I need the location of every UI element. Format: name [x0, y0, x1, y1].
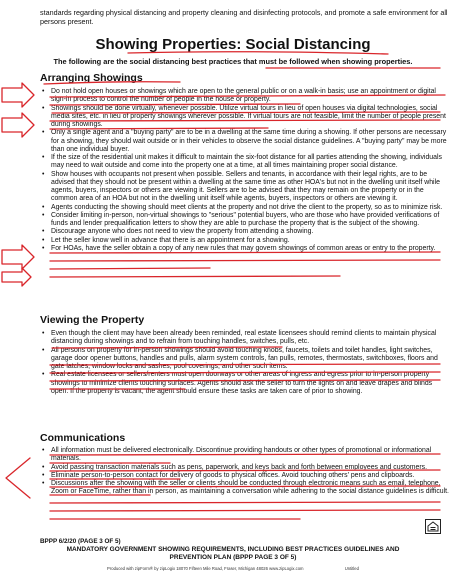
- arrow-icon: [2, 245, 34, 269]
- arranging-showings-list: [40, 88, 450, 253]
- list-item: • Discourage anyone who does not need to view the property from attending a showing.: [40, 228, 450, 236]
- arrow-chevron-icon: [6, 458, 30, 498]
- footer-line-1: MANDATORY GOVERNMENT SHOWING REQUIREMENTS, INCLUDING BEST PRACTICES GUIDELINES AND: [66, 546, 400, 553]
- communications-list: [40, 447, 450, 497]
- list-item: • Discussions after the showing with the seller or clients should be conducted through electronic means such as email, telephone, Zoom or FaceTime, rather than in person, as maintaining a conversation while adhering to the social distance guidelines is difficult.: [40, 480, 450, 497]
- list-item: • If the size of the residential unit makes it difficult to maintain the six-foot distance for all parties attending the showing, individuals may need to wait outside and come into the property one at a time, at all times maintaining proper social distance.: [40, 154, 450, 171]
- arrow-icon: [2, 83, 34, 107]
- untitled-label: Untitled: [344, 566, 359, 571]
- page-title: Showing Properties: Social Distancing: [95, 36, 371, 53]
- page-code: BPPP 6/2/20 (PAGE 3 OF 5): [40, 538, 121, 545]
- arrow-icon: [2, 268, 31, 286]
- equal-housing-icon: [425, 519, 441, 534]
- section-heading-arranging-showings: Arranging Showings: [40, 72, 143, 84]
- list-item: • All persons on property for in-person showings should avoid touching knobs, faucets, toilets and toilet handles, light switches, garage door opener buttons, handles and pulls, alarm system controls, fan pulls, remotes, thermostats, switchboxes, floors and gate latches, window locks and sashes, pool coverings, and other such items.: [40, 347, 450, 372]
- footer-producer: [0, 566, 466, 571]
- list-item: • Eliminate person-to-person contact for delivery of goods to physical offices. Avoid touching others' pens and clipboards.: [40, 472, 450, 480]
- list-item: • Avoid passing transaction materials such as pens, paperwork, and keys back and forth between employees and customers.: [40, 464, 450, 472]
- list-item: • Consider limiting in-person, non-virtual showings to "serious" potential buyers, who are those who have provided verifications of funds and lender prequalification letters to show they are able to purchase the property that is the subject of the showing.: [40, 212, 450, 229]
- section-heading-communications: Communications: [40, 432, 126, 444]
- list-item: • Showings should be done virtually, whenever possible. Utilize virtual tours in lieu of open houses via digital technologies, social media sites, etc. in lieu of property showings wherever possible. If virtual tours are not feasible, limit the number of people present during showings.: [40, 105, 450, 130]
- list-item: • Do not hold open houses or showings which are open to the general public or on a walk-in basis; use an appointment or digital sign-in process to control the number of people in the house or property.: [40, 88, 450, 105]
- list-item: • Show houses with occupants not present when possible. Sellers and tenants, in accordance with their legal rights, are to be advised that they should not be present within a dwelling at the same time as other HOA's but not in the dwelling unit itself while agents, buyers, inspectors or others are viewing it. Sellers are to be advised that they may remain on the property or in the common area of an HOA but not in the dwelling unit itself while agents, buyers, inspectors or others are viewing it.: [40, 171, 450, 204]
- list-item: • Let the seller know well in advance that there is an appointment for a showing.: [40, 237, 450, 245]
- list-item: • Agents conducting the showing should meet clients at the property and not drive the client to the property, so as to minimize risk.: [40, 204, 450, 212]
- producer-text: Produced with zipForm® by zipLogix 18070 Fifteen Mile Road, Fraser, Michigan 48026 www.zipLogix.com: [107, 566, 304, 571]
- arrow-icon: [2, 113, 34, 137]
- list-item: • Even though the client may have been already been reminded, real estate licensees should remind clients to maintain physical distancing during showings and to refrain from touching handles, switches, pulls, etc.: [40, 330, 450, 347]
- page-subtitle: The following are the social distancing best practices that must be followed when showing properties.: [53, 57, 413, 66]
- list-item: • Only a single agent and a "buying party" are to be in a dwelling at the same time during a showing. If other persons are necessary for a showing, they should wait outside or in their vehicles to observe the social distance guidelines. A "buying party" may be more than one individual buyer.: [40, 129, 450, 154]
- list-item: • All information must be delivered electronically. Discontinue providing handouts or other types of promotional or informational materials.: [40, 447, 450, 464]
- footer-line-2: PREVENTION PLAN (BPPP PAGE 3 OF 5): [169, 554, 297, 561]
- viewing-property-list: [40, 330, 450, 396]
- list-item: • Real estate licensees or sellers/renters must open doorways or other areas of ingress and egress prior to in-person property showings to minimize clients touching surfaces. Agents should ask the seller to turn the lights on and leave drapes and blinds open. If the property is vacant, the agent should ensure these tasks are taken care of prior to showing.: [40, 371, 450, 396]
- footer-heading: [0, 546, 466, 562]
- intro-paragraph: standards regarding physical distancing and property cleaning and disinfecting protocols, and promote a safe environment for all persons present.: [40, 8, 448, 26]
- list-item: • For HOAs, have the seller obtain a copy of any new rules that may govern showings of common areas or entry to the property.: [40, 245, 450, 253]
- section-heading-viewing-the-property: Viewing the Property: [40, 314, 145, 326]
